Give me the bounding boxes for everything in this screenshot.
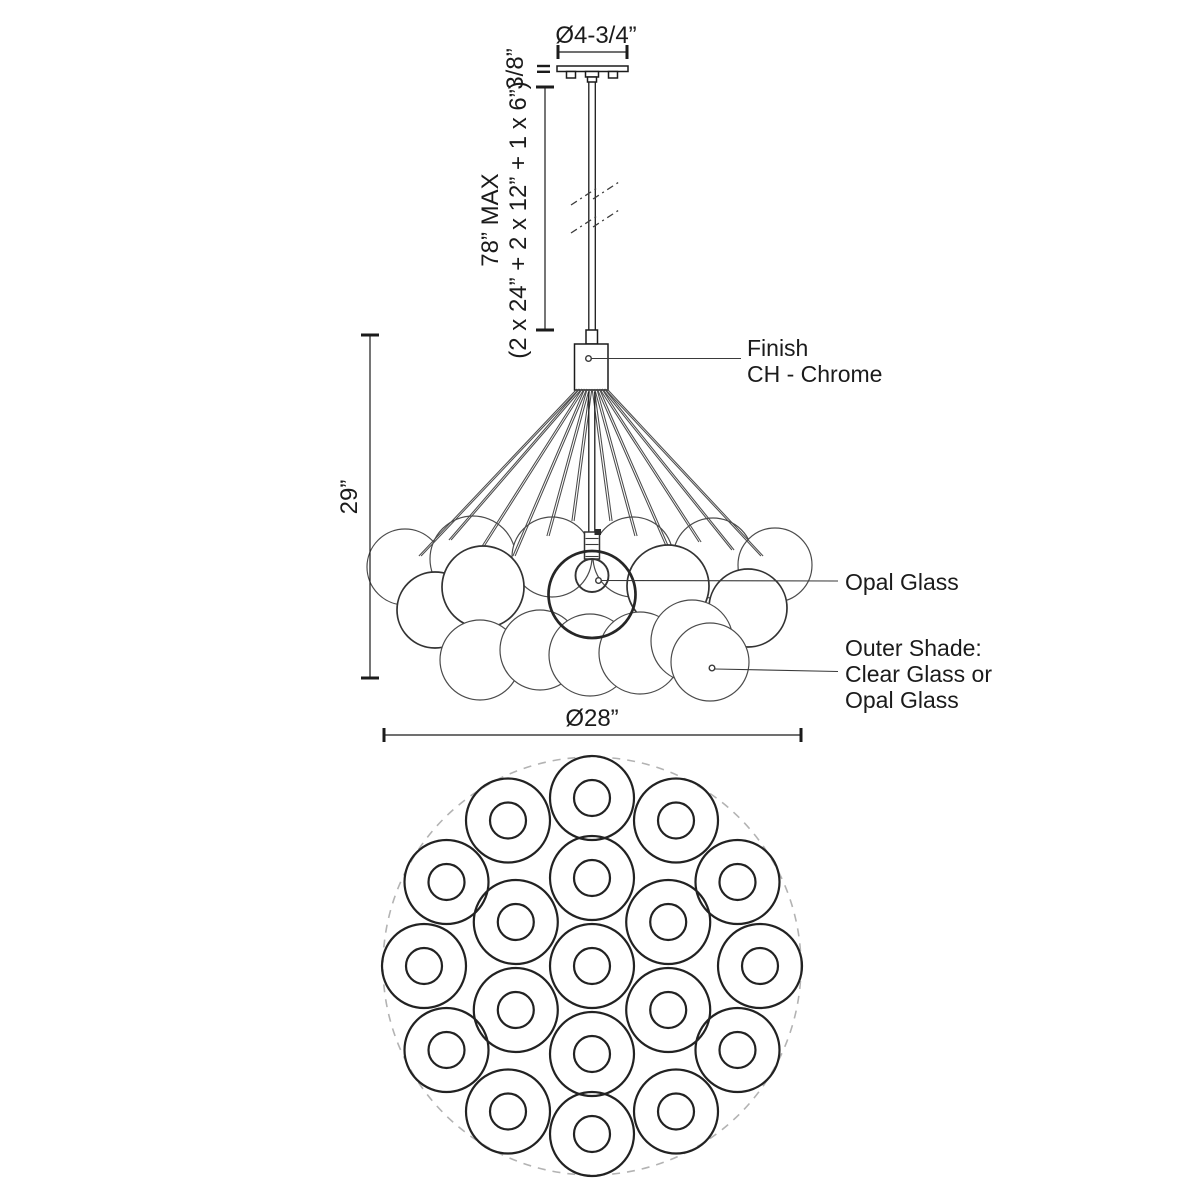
outer-shade-label-line3: Opal Glass <box>845 687 959 713</box>
plan-globe-inner <box>490 1093 526 1129</box>
canopy-tab-right <box>609 72 618 79</box>
plan-globe-inner <box>429 1032 465 1068</box>
outer-shade-label-line1: Outer Shade: <box>845 635 982 661</box>
dimension-fixture-height <box>336 335 379 678</box>
plan-globe-outer <box>550 924 634 1008</box>
plan-globe-inner <box>650 992 686 1028</box>
canopy-thickness-label: 3/8” <box>502 48 529 90</box>
plan-globe-outer <box>550 1012 634 1096</box>
plan-globe-inner <box>719 864 755 900</box>
fixture-diameter-label: Ø28” <box>565 705 619 732</box>
opal-glass-leader-dot <box>596 578 602 584</box>
hub-body <box>575 344 609 390</box>
plan-globe-outer <box>405 840 489 924</box>
plan-globe-inner <box>498 992 534 1028</box>
canopy-plate <box>557 66 628 72</box>
finish-leader-dot <box>586 356 592 362</box>
central-globe-assembly <box>549 392 636 638</box>
dimension-canopy-diameter <box>555 22 636 59</box>
canopy-collar <box>588 77 597 82</box>
opal-glass-leader-line <box>602 581 839 582</box>
hub-neck <box>586 330 598 344</box>
ceiling-canopy <box>557 66 628 82</box>
plan-globe-outer <box>550 836 634 920</box>
callout-finish <box>586 335 883 387</box>
plan-globe-outer <box>634 1069 718 1153</box>
socket-setscrew <box>595 529 602 535</box>
plan-globe-outer <box>695 840 779 924</box>
plan-globe-outer <box>466 779 550 863</box>
canopy-diameter-label: Ø4-3/4” <box>555 22 637 49</box>
plan-globe-inner <box>742 948 778 984</box>
plan-globe-inner <box>498 904 534 940</box>
plan-globe-outer <box>550 1092 634 1176</box>
plan-globe-inner <box>429 864 465 900</box>
opal-glass-label: Opal Glass <box>845 569 959 595</box>
outer-shade-leader-dot <box>709 665 715 671</box>
fixture-height-label: 29” <box>336 479 363 515</box>
finish-label-line2: CH - Chrome <box>747 361 883 387</box>
plan-globe-inner <box>574 780 610 816</box>
canopy-tab-left <box>567 72 576 79</box>
suspension-wire <box>600 389 699 542</box>
suspension-wire <box>572 389 590 521</box>
suspension-wire <box>597 389 637 536</box>
dimension-fixture-diameter <box>384 705 801 742</box>
finish-label-line1: Finish <box>747 335 809 361</box>
glass-globe-mid <box>442 546 524 628</box>
plan-globe-outer <box>634 779 718 863</box>
plan-globe-outer <box>718 924 802 1008</box>
bottom-plan-view <box>382 756 802 1176</box>
plan-globe-outer <box>550 756 634 840</box>
plan-globe-inner <box>650 904 686 940</box>
suspension-wire <box>594 389 612 521</box>
plan-globe-outer <box>405 1008 489 1092</box>
outer-shade-label-line2: Clear Glass or <box>845 661 992 687</box>
glass-globe-front <box>671 623 749 701</box>
suspension-wire <box>595 389 635 536</box>
plan-globe-outer <box>695 1008 779 1092</box>
downrod <box>589 82 596 330</box>
plan-globe-inner <box>574 1116 610 1152</box>
suspension-wire <box>451 389 582 540</box>
plan-globe-inner <box>574 860 610 896</box>
plan-globe-inner <box>574 1036 610 1072</box>
plan-globe-outer <box>382 924 466 1008</box>
canopy-stub <box>586 72 599 78</box>
side-elevation-view <box>367 66 812 701</box>
stem-max-label-line2: (2 x 24” + 2 x 12” + 1 x 6”) <box>505 81 532 359</box>
dimension-stem-max <box>477 81 554 358</box>
plan-globe-outer <box>466 1069 550 1153</box>
plan-globe-inner <box>574 948 610 984</box>
stem-max-label-line1: 78” MAX <box>477 173 504 267</box>
plan-globe-inner <box>658 803 694 839</box>
suspension-wire <box>602 389 701 542</box>
plan-globe-inner <box>490 803 526 839</box>
lamp-socket <box>585 532 600 559</box>
overall-diameter-dashed-circle <box>383 757 801 1175</box>
plan-globe-inner <box>406 948 442 984</box>
plan-globe-inner <box>658 1093 694 1129</box>
plan-globe-inner <box>719 1032 755 1068</box>
